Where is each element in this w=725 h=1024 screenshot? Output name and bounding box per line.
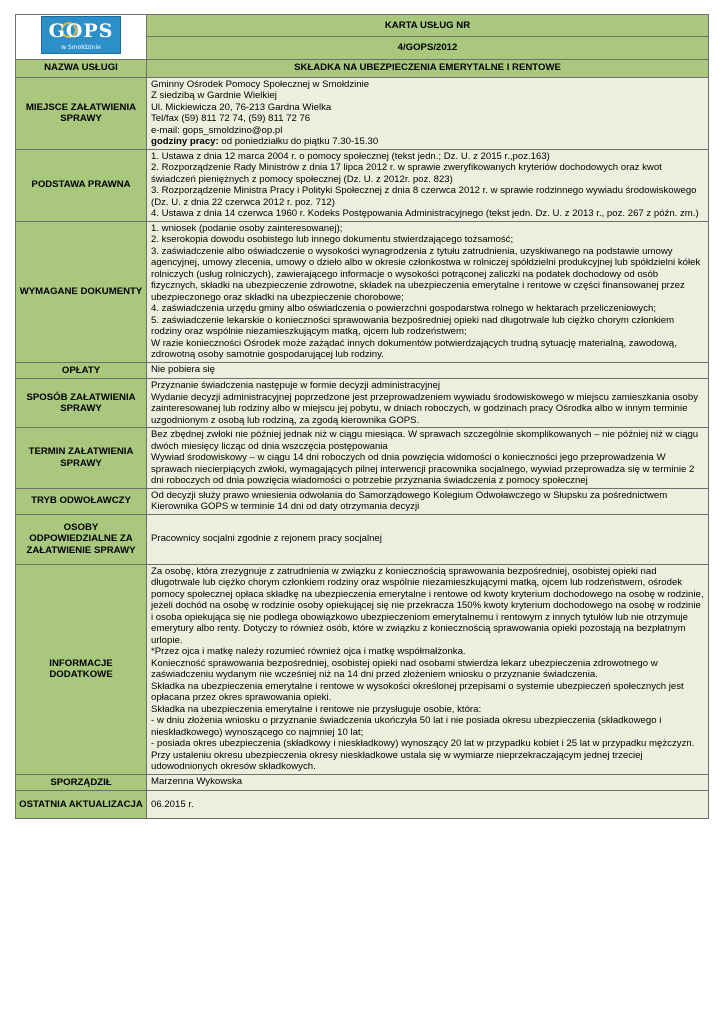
logo-text: GOPS bbox=[48, 20, 114, 42]
legal-value bbox=[147, 149, 709, 221]
legal-item: 4. Ustawa z dnia 14 czerwca 1960 r. Kodeks Postępowania Administracyjnego (tekst jedn. Dz. U. z 2013 r., poz. 267 z późn. zm.) bbox=[151, 208, 699, 219]
additional-row bbox=[16, 564, 709, 774]
responsible-row bbox=[16, 514, 709, 564]
location-line: Z siedzibą w Gardnie Wielkiej bbox=[151, 90, 277, 101]
location-row bbox=[16, 77, 709, 149]
fees-row bbox=[16, 362, 709, 379]
fees-label: OPŁATY bbox=[16, 362, 147, 379]
gops-logo bbox=[41, 16, 121, 54]
document-item: 4. zaświadczenia urzędu gminy albo oświadczenia o powierzchni gospodarstwa rolnego w hektarach przeliczeniowych; bbox=[151, 303, 657, 314]
documents-value bbox=[147, 221, 709, 362]
office-hours-value: od poniedziałku do piątku 7.30-15.30 bbox=[218, 136, 379, 147]
document-item: 3. zaświadczenie albo oświadczenie o wysokości wynagrodzenia z tytułu zatrudnienia, uzyskiwanego na podstawie umowy agencyjnej, umowy zlecenia, umowy o dzieło albo w okresie członkostwa w rolniczej spółdzielni produkcyjnej lub spółdzielni kółek rolniczych (usług rolniczych), zawierającego informacje o wysokości potrąconej zaliczki na podatek dochodowy od osób fizycznych, składki na ubezpieczenie zdrowotne, składek na ubezpieczenia emerytalne i rentowe w części finansowanej przez ubezpieczonego oraz składki na ubezpieczenie chorobowe; bbox=[151, 245, 701, 303]
legal-item: 1. Ustawa z dnia 12 marca 2004 r. o pomocy społecznej (tekst jedn.; Dz. U. z 2015 r.,poz.163) bbox=[151, 150, 550, 162]
updated-label: OSTATNIA AKTUALIZACJA bbox=[16, 791, 147, 819]
service-card bbox=[15, 14, 708, 819]
legal-item: 2. Rozporządzenie Rady Ministrów z dnia 17 lipca 2012 r. w sprawie zweryfikowanych kryteriów dochodowych oraz kwot świadczeń pieniężnych z pomocy społecznej (Dz. U. z 2012r. poz. 823) bbox=[151, 162, 662, 185]
method-line: Przyznanie świadczenia następuje w formie decyzji administracyjnej bbox=[151, 380, 441, 391]
office-hours-label: godziny pracy: bbox=[151, 136, 219, 147]
additional-paragraph: Składka na ubezpieczenia emerytalne i rentowe nie przysługuje osobie, która: bbox=[151, 703, 482, 715]
deadline-line: Wywiad środowiskowy – w ciągu 14 dni roboczych od dnia powzięcia widomości o konieczności jego przeprowadzenia W sprawach niecierpiących zwłoki, wymagających pilnej interwencji pracownika socjalnego, wywiad przeprowadza się w terminie 2 dni roboczych od dnia powzięcia wiadomości o potrzebie przyznania świadczenia z pomocy społecznej bbox=[151, 452, 695, 486]
deadline-value bbox=[147, 428, 709, 489]
location-line: Tel/fax (59) 811 72 74, (59) 811 72 76 bbox=[151, 113, 311, 124]
service-label: NAZWA USŁUGI bbox=[16, 59, 147, 77]
prepared-value: Marzenna Wykowska bbox=[147, 774, 709, 791]
appeal-row bbox=[16, 488, 709, 514]
additional-paragraph: *Przez ojca i matkę należy rozumieć również ojca i matkę współmałżonka. bbox=[151, 646, 466, 657]
location-value bbox=[147, 77, 709, 149]
service-card-table bbox=[15, 14, 709, 819]
method-row bbox=[16, 379, 709, 428]
additional-label: INFORMACJE DODATKOWE bbox=[16, 564, 147, 774]
legal-label: PODSTAWA PRAWNA bbox=[16, 149, 147, 221]
card-number: 4/GOPS/2012 bbox=[147, 37, 709, 59]
method-value bbox=[147, 379, 709, 428]
deadline-line: Bez zbędnej zwłoki nie później jednak niż w ciągu miesiąca. W sprawach szczególnie skomplikowanych – nie później niż w ciągu dwóch miesięcy licząc od dnia wszczęcia postępowania bbox=[151, 429, 699, 452]
legal-row bbox=[16, 149, 709, 221]
appeal-value: Od decyzji służy prawo wniesienia odwołania do Samorządowego Kolegium Odwoławczego w Słupsku za pośrednictwem Kierownika GOPS w terminie 14 dni od daty otrzymania decyzji bbox=[147, 488, 709, 514]
document-item: 5. zaświadczenie lekarskie o konieczności sprawowania bezpośredniej opieki nad długotrwale lub ciężko chorym członkiem rodziny oraz wspólnie niezamieszkującym matką, ojcem lub rodzeństwem; bbox=[151, 314, 675, 337]
additional-paragraph: - w dniu złożenia wniosku o przyznanie świadczenia ukończyła 50 lat i nie posiada okresu ubezpieczenia (składkowego i nieskładkowego) wynoszącego co najmniej 10 lat; bbox=[151, 715, 662, 738]
documents-label: WYMAGANE DOKUMENTY bbox=[16, 221, 147, 362]
document-note: W razie konieczności Ośrodek może zażądać innych dokumentów potwierdzających trudną sytuację materialną, zawodową, zdrowotną osoby samotnie gospodarującej lub rodziny. bbox=[151, 337, 677, 360]
updated-value: 06.2015 r. bbox=[147, 791, 709, 819]
additional-paragraph: Składka na ubezpieczenia emerytalne i rentowe w wysokości określonej przepisami o systemie ubezpieczeń społecznych jest opłacana przez okres sprawowania opieki. bbox=[151, 680, 684, 703]
email-link[interactable]: e-mail: gops_smoldzino@op.pl bbox=[151, 124, 283, 136]
additional-value bbox=[147, 564, 709, 774]
additional-paragraph: Za osobę, która zrezygnuje z zatrudnienia w związku z koniecznością sprawowania bezpośredniej, osobistej opieki nad długotrwale lub ciężko chorym członkiem rodziny oraz wspólnie niezamieszkującymi matką, ojcem lub rodzeństwem, ośrodek pomocy społecznej opłaca składkę na ubezpieczenia emerytalne i rentowe od kwoty kryterium dochodowego na osobę w rodzinie, jeżeli dochód na osobę w rodzinie osoby opiekującej się nie przekracza 150% kwoty kryterium dochodowego na osobę w rodzinie i osoba opiekująca się nie podlega obowiązkowo ubezpieczeniom emerytalnemu i rentowym z innych tytułów lub nie otrzymuje emerytury albo renty. Dotyczy to również osób, które w związku z koniecznością sprawowania opieki pozostają na bezpłatnym urlopie. bbox=[151, 565, 704, 646]
additional-paragraph: - posiada okres ubezpieczenia (składkowy i nieskładkowy) wynoszący 20 lat w przypadku kobiet i 25 lat w przypadku mężczyzn. bbox=[151, 738, 695, 749]
method-line: Wydanie decyzji administracyjnej poprzedzone jest przeprowadzeniem wywiadu środowiskowego w miejscu zamieszkania osoby zainteresowanej lub rodziny albo w miejscu jej pobytu, w dniach roboczych, w godzinach pracy Ośrodka albo w innym terminie uzgodnionym z osobą lub rodziną, za zgodą kierownika GOPS. bbox=[151, 391, 699, 426]
responsible-value: Pracownicy socjalni zgodnie z rejonem pracy socjalnej bbox=[147, 514, 709, 564]
logo-subtitle: w Smołdzinie bbox=[61, 43, 101, 51]
service-value: SKŁADKA NA UBEZPIECZENIA EMERYTALNE I RENTOWE bbox=[147, 59, 709, 77]
additional-paragraph: Konieczność sprawowania bezpośredniej, osobistej opieki nad osobami stwierdza lekarz ubezpieczenia zdrowotnego w zaświadczeniu wydanym nie wcześniej niż na 14 dni przed złożeniem wniosku o przyznanie świadczenia. bbox=[151, 657, 658, 680]
location-line: Ul. Mickiewicza 20, 76-213 Gardna Wielka bbox=[151, 101, 332, 113]
legal-item: 3. Rozporządzenie Ministra Pracy i Polityki Społecznej z dnia 8 czerwca 2012 r. w sprawie rodzinnego wywiadu środowiskowego (Dz. U. z dnia 22 czerwca 2012 r. poz. 712) bbox=[151, 185, 697, 208]
prepared-label: SPORZĄDZIŁ bbox=[16, 774, 147, 791]
deadline-label: TERMIN ZAŁATWIENIA SPRAWY bbox=[16, 428, 147, 489]
fees-value: Nie pobiera się bbox=[147, 362, 709, 379]
deadline-row bbox=[16, 428, 709, 489]
location-label: MIEJSCE ZAŁATWIENIA SPRAWY bbox=[16, 77, 147, 149]
updated-row bbox=[16, 791, 709, 819]
documents-row bbox=[16, 221, 709, 362]
responsible-label: OSOBY ODPOWIEDZIALNE ZA ZAŁATWIENIE SPRAWY bbox=[16, 514, 147, 564]
document-item: 1. wniosek (podanie osoby zainteresowanej); bbox=[151, 222, 343, 234]
office-hours bbox=[151, 136, 704, 148]
additional-paragraph: Przy ustaleniu okresu ubezpieczenia okresy nieskładkowe ustala się w wymiarze nieprzekraczającym jednej trzeciej udowodnionych okresów składkowych. bbox=[151, 749, 643, 772]
logo-cell bbox=[16, 15, 147, 60]
appeal-label: TRYB ODWOŁAWCZY bbox=[16, 488, 147, 514]
prepared-row bbox=[16, 774, 709, 791]
method-label: SPOSÓB ZAŁATWIENIA SPRAWY bbox=[16, 379, 147, 428]
card-title: KARTA USŁUG NR bbox=[147, 15, 709, 37]
location-line: Gminny Ośrodek Pomocy Społecznej w Smołdzinie bbox=[151, 78, 370, 90]
document-item: 2. kserokopia dowodu osobistego lub innego dokumentu stwierdzającego tożsamość; bbox=[151, 234, 514, 245]
